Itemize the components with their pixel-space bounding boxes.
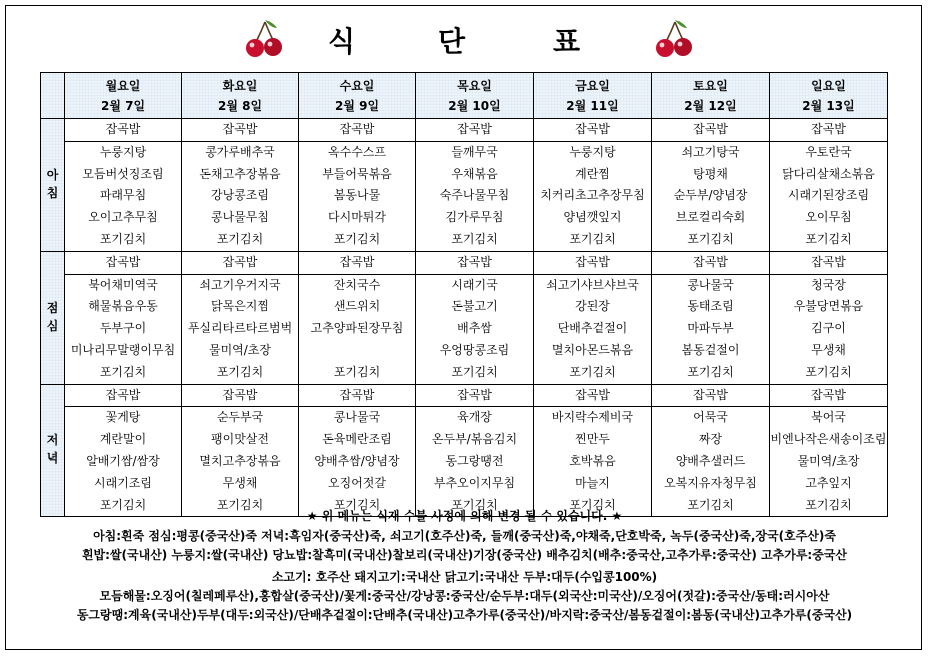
dish-item: 다시마튀각	[328, 210, 386, 225]
meal-label: 저녁	[41, 384, 65, 517]
dish-item: 포기김치	[805, 231, 852, 246]
dish-item: 순두부국	[216, 410, 264, 425]
dish-item: 포기김치	[451, 497, 498, 512]
dish-item: 계란찜	[575, 166, 610, 181]
dish-item: 누룽지탕	[569, 144, 616, 159]
menu-cell	[416, 119, 534, 252]
rice-item: 잡곡밥	[652, 119, 769, 142]
cherry-icon	[243, 16, 287, 60]
dish-item: 무생채	[222, 475, 258, 490]
rice-item: 잡곡밥	[182, 385, 298, 408]
dish-item: 마파두부	[687, 321, 734, 336]
dish-item: 마늘지	[575, 475, 610, 490]
dish-item: 샌드위치	[333, 299, 381, 314]
dish-item: 콩나물국	[333, 410, 381, 425]
menu-cell	[534, 384, 652, 517]
dish-item: 강낭콩조림	[211, 188, 269, 203]
dish-item: 물미역/초장	[797, 453, 860, 468]
dish-item: 포기김치	[333, 497, 381, 512]
dish-item: 부추오이지무침	[433, 475, 516, 490]
menu-cell	[652, 251, 770, 384]
dish-item: 김구이	[811, 321, 846, 336]
dish-item: 봄동나물	[333, 188, 381, 203]
dish-item: 찐만두	[575, 432, 610, 447]
dish-item: 멸치아몬드볶음	[551, 342, 634, 357]
menu-cell	[652, 119, 770, 252]
meal-body	[41, 119, 888, 517]
dish-item: 들깨무국	[451, 144, 498, 159]
title-char-2: 단	[438, 25, 466, 58]
dish-item: 계란말이	[99, 432, 147, 447]
dish-item: 호박볶음	[569, 453, 616, 468]
menu-cell	[534, 119, 652, 252]
cherry-icon	[653, 16, 697, 60]
dish-item: 팽이맛살전	[211, 432, 269, 447]
menu-cell	[65, 251, 182, 384]
dish-item: 짜장	[698, 432, 723, 447]
dish-item: 숙주나물무침	[439, 188, 510, 203]
dish-item: 쇠고기샤브샤브국	[546, 277, 639, 292]
dish-item: 탕평채	[693, 166, 728, 181]
dish-item: 우불당면볶음	[793, 299, 864, 314]
menu-cell	[299, 119, 416, 252]
dish-item: 물미역/초장	[208, 342, 271, 357]
dish-item: 우채볶음	[451, 166, 498, 181]
day-header: 일요일 2월 13일	[770, 73, 888, 119]
dish-item: 오이고추무침	[88, 210, 158, 225]
dish-item: 푸실리타르타르범벅	[187, 321, 293, 336]
dish-item: 배추쌈	[457, 321, 492, 336]
rice-item: 잡곡밥	[299, 119, 415, 142]
dish-item: 돈불고기	[451, 299, 498, 314]
dish-item: 멸치고추장볶음	[199, 453, 281, 468]
meal-row	[41, 119, 888, 252]
dish-item: 양배추샐러드	[675, 453, 746, 468]
dish-item: 시래기조림	[94, 475, 152, 490]
menu-cell	[416, 251, 534, 384]
meal-row	[41, 251, 888, 384]
origin-line: 모듬해물:오징어(칠레페루산),홍합살(중국산)/꽃게:중국산/강낭콩:중국산/순두부:대두(외국산:미국산)/오징어(젓갈):중국산/동태:러시아산	[99, 589, 830, 603]
dish-item: 꽃게탕	[105, 410, 141, 425]
dish-item: 포기김치	[569, 364, 616, 379]
dish-item: 잔치국수	[333, 277, 381, 292]
rice-item: 잡곡밥	[534, 252, 651, 275]
menu-cell	[770, 119, 888, 252]
menu-cell	[65, 384, 182, 517]
meal-label: 점심	[41, 251, 65, 384]
dish-item: 닭다리살채소볶음	[782, 166, 875, 181]
rice-item: 잡곡밥	[65, 385, 181, 408]
rice-item: 잡곡밥	[770, 385, 887, 408]
origin-line: 아침:흰죽 점심:평콩(중국산)죽 저녁:흑임자(중국산)죽, 쇠고기(호주산)죽, 들깨(중국산)죽,야채죽,단호박죽, 녹두(중국산)죽,장국(호주산)죽	[93, 529, 836, 543]
dish-item: 모듬버섯징조림	[82, 166, 164, 181]
dish-item: 포기김치	[99, 497, 147, 512]
day-header: 화요일 2월 8일	[182, 73, 299, 119]
dish-item: 양념깻잎지	[563, 210, 622, 225]
day-header: 토요일 2월 12일	[652, 73, 770, 119]
rice-item: 잡곡밥	[416, 119, 533, 142]
dish-item: 포기김치	[805, 364, 852, 379]
rice-item: 잡곡밥	[534, 119, 651, 142]
origin-line: 동그랑땡:계육(국내산)두부(대두:외국산)/단배추겉절이:단배추(국내산)고추가루(중국산)/바지락:중국산/봄동겉절이:봄동(국내산)고추가루(중국산)	[76, 608, 853, 622]
dish-item: 누룽지탕	[99, 144, 147, 159]
dish-item: 포기김치	[687, 231, 734, 246]
dish-item: 돈채고추장볶음	[199, 166, 281, 181]
menu-cell	[770, 251, 888, 384]
rice-item: 잡곡밥	[182, 119, 298, 142]
menu-cell	[65, 119, 182, 252]
dish-item: 단배추겉절이	[557, 321, 628, 336]
dish-item: 강된장	[575, 299, 610, 314]
rice-item: 잡곡밥	[652, 252, 769, 275]
dish-item: 포기김치	[99, 231, 147, 246]
dish-item: 북어채미역국	[88, 277, 158, 292]
menu-cell	[770, 384, 888, 517]
menu-cell	[182, 119, 299, 252]
dish-item: 우엉땅콩조림	[439, 342, 510, 357]
day-header: 수요일 2월 9일	[299, 73, 416, 119]
dish-item: 브로컬리숙회	[675, 210, 746, 225]
rice-item: 잡곡밥	[770, 119, 887, 142]
dish-item: 콩가루배추국	[205, 144, 275, 159]
day-header: 금요일 2월 11일	[534, 73, 652, 119]
rice-item: 잡곡밥	[65, 252, 181, 275]
menu-table	[40, 72, 888, 517]
day-header: 월요일 2월 7일	[65, 73, 182, 119]
dish-item: 포기김치	[687, 497, 734, 512]
dish-item: 동그랑땡전	[445, 453, 504, 468]
rice-item: 잡곡밥	[416, 252, 533, 275]
origin-line: 소고기: 호주산 돼지고기:국내산 닭고기:국내산 두부:대두(수입콩100%)	[271, 570, 658, 584]
dish-item: 포기김치	[687, 364, 734, 379]
meal-label: 아침	[41, 119, 65, 252]
menu-cell	[534, 251, 652, 384]
title-char-1: 식	[328, 25, 356, 58]
dish-item: 포기김치	[216, 364, 264, 379]
rice-item: 잡곡밥	[652, 385, 769, 408]
rice-item: 잡곡밥	[299, 385, 415, 408]
dish-item: 포기김치	[451, 364, 498, 379]
dish-item: 청국장	[811, 277, 846, 292]
dish-item: 오이무침	[805, 210, 852, 225]
title-bar	[0, 16, 929, 64]
dish-item: 두부구이	[99, 321, 147, 336]
header-row	[41, 73, 888, 119]
corner-cell	[41, 73, 65, 119]
dish-item: 시래기된장조림	[787, 188, 870, 203]
dish-item: 포기김치	[805, 497, 852, 512]
origin-line: 흰밥:쌀(국내산) 누룽지:쌀(국내산) 당뇨밥:찰흑미(국내산)찰보리(국내산)기장(중국산) 배추김치(배추:중국산,고추가루:중국산) 고추가루:중국산	[81, 548, 848, 562]
menu-cell	[182, 384, 299, 517]
meal-row	[41, 384, 888, 517]
dish-item: 쇠고기우거지국	[199, 277, 281, 292]
dish-item: 오징어젓갈	[328, 475, 386, 490]
dish-item: 무생채	[811, 342, 846, 357]
dish-item: 돈육메란조림	[322, 432, 392, 447]
dish-item: 알배기쌈/쌈장	[86, 453, 160, 468]
dish-item: 동태조림	[687, 299, 734, 314]
notice-line: ★ 위 메뉴는 식재 수불 사정에 의해 변경 될 수 있습니다. ★	[306, 509, 623, 523]
dish-item: 온두부/볶음김치	[431, 432, 518, 447]
menu-cell	[416, 384, 534, 517]
dish-item: 미나리무말랭이무침	[70, 342, 176, 357]
dish-item: 우토란국	[805, 144, 852, 159]
dish-item: 시래기국	[451, 277, 498, 292]
dish-item: 양배추쌈/양념장	[314, 453, 400, 468]
dish-item: 옥수수스프	[328, 144, 386, 159]
menu-cell	[299, 384, 416, 517]
dish-item: 비엔나작은새송이조림	[770, 432, 887, 447]
dish-item: 바지락수제비국	[551, 410, 634, 425]
dish-item: 해물볶음우동	[88, 299, 158, 314]
dish-item: 포기김치	[99, 364, 147, 379]
dish-item: 김가루무침	[445, 210, 504, 225]
dish-item: 닭목은지찜	[211, 299, 269, 314]
menu-cell	[652, 384, 770, 517]
rice-item: 잡곡밥	[770, 252, 887, 275]
dish-item	[299, 340, 415, 362]
day-header: 목요일 2월 10일	[416, 73, 534, 119]
rice-item: 잡곡밥	[416, 385, 533, 408]
dish-item: 북어국	[811, 410, 846, 425]
dish-item: 포기김치	[216, 497, 264, 512]
dish-item: 치커리초고추장무침	[540, 188, 645, 203]
dish-item: 콩나물국	[687, 277, 734, 292]
dish-item: 파래무침	[99, 188, 147, 203]
menu-cell	[182, 251, 299, 384]
dish-item: 오복지유자청무침	[664, 475, 757, 490]
dish-item: 포기김치	[333, 364, 381, 379]
rice-item: 잡곡밥	[299, 252, 415, 275]
dish-item: 포기김치	[216, 231, 264, 246]
dish-item: 어묵국	[693, 410, 728, 425]
dish-item: 포기김치	[333, 231, 381, 246]
title-char-3: 표	[553, 25, 581, 58]
dish-item: 육개장	[457, 410, 492, 425]
dish-item: 포기김치	[451, 231, 498, 246]
dish-item: 쇠고기탕국	[681, 144, 740, 159]
dish-item: 부들어묵볶음	[322, 166, 392, 181]
rice-item: 잡곡밥	[182, 252, 298, 275]
dish-item: 고추양파된장무침	[310, 321, 404, 336]
dish-item: 고추잎지	[805, 475, 852, 490]
menu-cell	[299, 251, 416, 384]
rice-item: 잡곡밥	[534, 385, 651, 408]
dish-item: 순두부/양념장	[673, 188, 748, 203]
dish-item: 포기김치	[569, 231, 616, 246]
dish-item: 봄동겉절이	[681, 342, 740, 357]
rice-item: 잡곡밥	[65, 119, 181, 142]
dish-item: 포기김치	[569, 497, 616, 512]
dish-item: 콩나물무침	[211, 210, 269, 225]
